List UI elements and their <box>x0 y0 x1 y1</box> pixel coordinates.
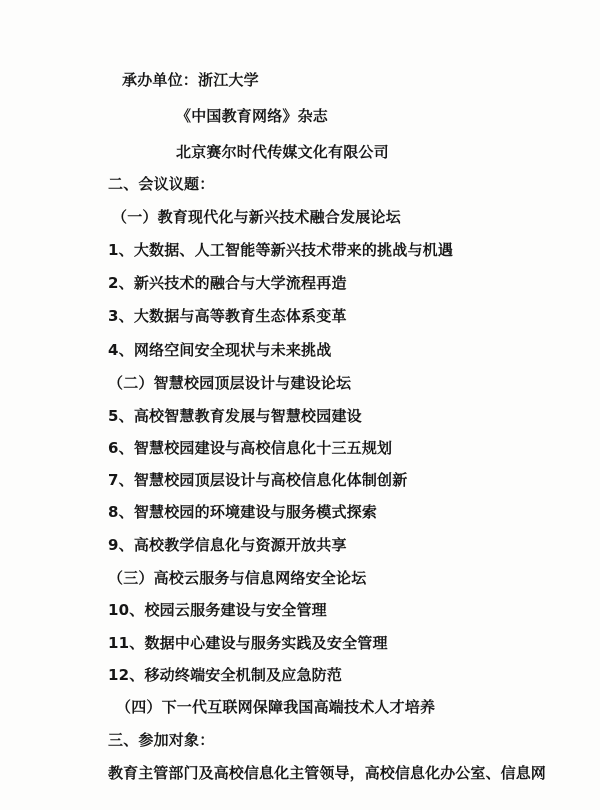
topic-item: 4、网络空间安全现状与未来挑战 <box>108 341 332 359</box>
forum-heading-1: （一）教育现代化与新兴技术融合发展论坛 <box>112 208 401 226</box>
forum-heading-4: （四）下一代互联网保障我国高端技术人才培养 <box>116 698 436 716</box>
section-heading-topics: 二、会议议题： <box>108 175 215 193</box>
sponsor-org-company: 北京赛尔时代传媒文化有限公司 <box>176 143 389 161</box>
topic-item: 2、新兴技术的融合与大学流程再造 <box>108 274 347 292</box>
topic-item: 10、校园云服务建设与安全管理 <box>108 601 327 619</box>
sponsor-line: 承办单位：浙江大学 <box>122 71 259 89</box>
topic-item: 11、数据中心建设与服务实践及安全管理 <box>108 634 388 652</box>
topic-item: 9、高校教学信息化与资源开放共享 <box>108 536 347 554</box>
sponsor-org-magazine: 《中国教育网络》杂志 <box>176 107 329 125</box>
topic-item: 6、智慧校园建设与高校信息化十三五规划 <box>108 439 393 457</box>
topic-item: 5、高校智慧教育发展与智慧校园建设 <box>108 407 362 425</box>
topic-item: 7、智慧校园顶层设计与高校信息化体制创新 <box>108 471 408 489</box>
forum-heading-2: （二）智慧校园顶层设计与建设论坛 <box>108 374 352 392</box>
topic-item: 3、大数据与高等教育生态体系变革 <box>108 307 347 325</box>
section-heading-audience: 三、参加对象： <box>108 731 215 749</box>
audience-line: 教育主管部门及高校信息化主管领导，高校信息化办公室、信息网 <box>108 764 546 782</box>
topic-item: 8、智慧校园的环境建设与服务模式探索 <box>108 503 378 521</box>
topic-item: 12、移动终端安全机制及应急防范 <box>108 666 343 684</box>
forum-heading-3: （三）高校云服务与信息网络安全论坛 <box>108 569 367 587</box>
topic-item: 1、大数据、人工智能等新兴技术带来的挑战与机遇 <box>108 241 454 259</box>
